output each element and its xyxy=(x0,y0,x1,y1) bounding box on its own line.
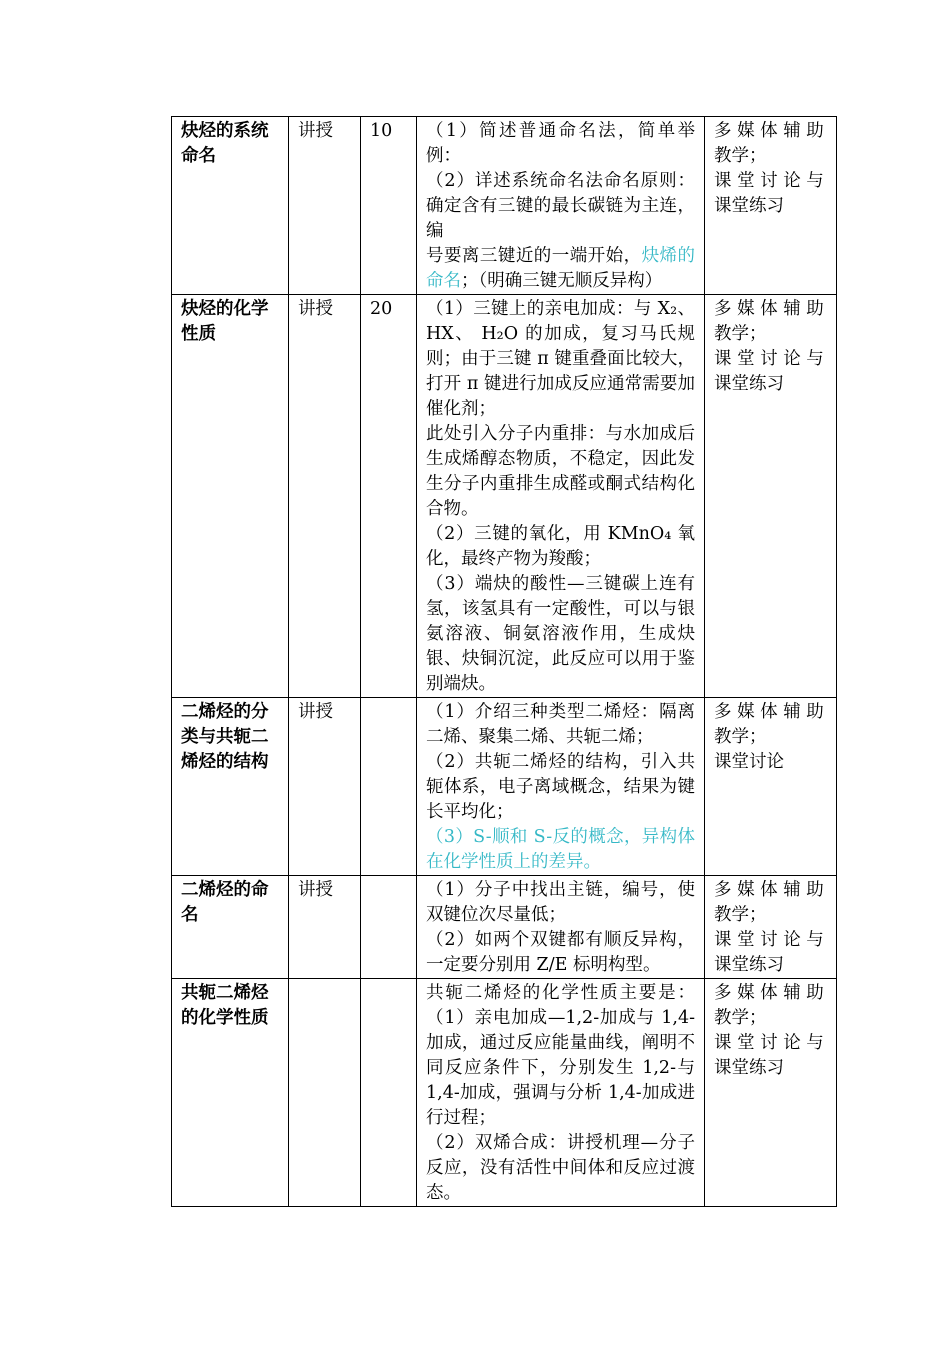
teaching-aids-line: 多 媒 体 辅 助 xyxy=(714,880,824,900)
content-text: （2）如两个双键都有顺反异构，一定要分别用 Z/E 标明构型。 xyxy=(426,930,695,975)
content-text: （2）详述系统命名法命名原则：确定含有三键的最长碳链为主连，编 xyxy=(426,171,695,241)
content-paragraph xyxy=(426,750,695,825)
time-cell xyxy=(361,979,417,1207)
topic-cell: 二烯烃的分类与共轭二烯烃的结构 xyxy=(172,698,289,876)
table-row xyxy=(172,979,837,1207)
teaching-aids-line: 课堂练习 xyxy=(714,955,784,975)
table-row xyxy=(172,876,837,979)
teaching-aids-line: 多 媒 体 辅 助 xyxy=(714,702,824,722)
content-paragraph xyxy=(426,244,695,294)
method-cell xyxy=(289,979,361,1207)
teaching-aids-line: 课 堂 讨 论 与 xyxy=(714,349,824,369)
time-cell xyxy=(361,876,417,979)
teaching-aids-cell xyxy=(705,698,837,876)
method-cell: 讲授 xyxy=(289,295,361,698)
teaching-aids-line: 课 堂 讨 论 与 xyxy=(714,930,824,950)
teaching-aids-line: 多 媒 体 辅 助 xyxy=(714,983,824,1003)
content-cell xyxy=(417,876,705,979)
teaching-aids-line: 教学； xyxy=(714,324,767,344)
lesson-plan-table xyxy=(171,116,837,1207)
teaching-aids-cell xyxy=(705,117,837,295)
highlighted-text: 炔烯的命名 xyxy=(426,246,696,291)
topic-cell: 炔烃的化学性质 xyxy=(172,295,289,698)
content-cell xyxy=(417,698,705,876)
content-cell xyxy=(417,295,705,698)
content-text: （1）介绍三种类型二烯烃：隔离二烯、聚集二烯、共轭二烯； xyxy=(426,702,695,747)
highlighted-text: （3）S-顺和 S-反的概念，异构体在化学性质上的差异。 xyxy=(426,827,695,872)
teaching-aids-line: 课 堂 讨 论 与 xyxy=(714,1033,824,1053)
content-paragraph xyxy=(426,572,695,697)
content-text: （3）端炔的酸性—三键碳上连有氢，该氢具有一定酸性，可以与银氨溶液、铜氨溶液作用，生成炔银、炔铜沉淀，此反应可以用于鉴别端炔。 xyxy=(426,574,695,694)
content-paragraph xyxy=(426,981,695,1131)
topic-cell: 炔烃的系统命名 xyxy=(172,117,289,295)
lesson-plan-body xyxy=(172,117,837,1207)
content-text: （2）双烯合成：讲授机理—分子反应，没有活性中间体和反应过渡态。 xyxy=(426,1133,695,1203)
content-text: （2）三键的氧化，用 KMnO₄ 氧化，最终产物为羧酸； xyxy=(426,524,695,569)
content-paragraph xyxy=(426,119,695,169)
teaching-aids-line: 教学； xyxy=(714,1008,767,1028)
time-cell: 10 xyxy=(361,117,417,295)
time-cell xyxy=(361,698,417,876)
content-text: ；（明确三键无顺反异构） xyxy=(461,271,663,291)
table-row xyxy=(172,698,837,876)
teaching-aids-line: 多 媒 体 辅 助 xyxy=(714,299,824,319)
teaching-aids-line: 教学； xyxy=(714,146,767,166)
content-text: 号要离三键近的一端开始， xyxy=(426,246,642,266)
method-cell: 讲授 xyxy=(289,876,361,979)
content-text: （1）分子中找出主链，编号，使双键位次尽量低； xyxy=(426,880,695,925)
content-text: （1）三键上的亲电加成：与 X₂、HX、 H₂O 的加成，复习马氏规则；由于三键 π 键重叠面比较大，打开 π 键进行加成反应通常需要加催化剂； xyxy=(426,299,695,419)
topic-cell: 二烯烃的命名 xyxy=(172,876,289,979)
content-cell xyxy=(417,117,705,295)
method-cell: 讲授 xyxy=(289,117,361,295)
teaching-aids-line: 课 堂 讨 论 与 xyxy=(714,171,824,191)
teaching-aids-line: 课堂练习 xyxy=(714,196,784,216)
teaching-aids-line: 课堂讨论 xyxy=(714,752,784,772)
content-paragraph xyxy=(426,297,695,422)
content-paragraph xyxy=(426,522,695,572)
content-text: 共轭二烯烃的化学性质主要是：（1）亲电加成—1,2-加成与 1,4-加成，通过反应能量曲线，阐明不同反应条件下，分别发生 1,2-与 1,4-加成，强调与分析 1,4-加成进行过程； xyxy=(426,983,695,1128)
content-text: 此处引入分子内重排：与水加成后生成烯醇态物质，不稳定，因此发生分子内重排生成醛或酮式结构化合物。 xyxy=(426,424,695,519)
teaching-aids-cell xyxy=(705,876,837,979)
table-row xyxy=(172,295,837,698)
content-paragraph xyxy=(426,422,695,522)
content-text: （2）共轭二烯烃的结构，引入共轭体系，电子离域概念，结果为键长平均化； xyxy=(426,752,695,822)
teaching-aids-line: 课堂练习 xyxy=(714,1058,784,1078)
table-row xyxy=(172,117,837,295)
content-paragraph xyxy=(426,878,695,928)
teaching-aids-line: 多 媒 体 辅 助 xyxy=(714,121,824,141)
content-paragraph xyxy=(426,825,695,875)
time-cell: 20 xyxy=(361,295,417,698)
content-text: （1）简述普通命名法，简单举例： xyxy=(426,121,695,166)
content-paragraph xyxy=(426,928,695,978)
content-paragraph xyxy=(426,1131,695,1206)
teaching-aids-cell xyxy=(705,295,837,698)
content-paragraph xyxy=(426,169,695,244)
content-paragraph xyxy=(426,700,695,750)
content-cell xyxy=(417,979,705,1207)
topic-cell: 共轭二烯烃的化学性质 xyxy=(172,979,289,1207)
teaching-aids-line: 教学； xyxy=(714,727,767,747)
method-cell: 讲授 xyxy=(289,698,361,876)
teaching-aids-line: 教学； xyxy=(714,905,767,925)
teaching-aids-line: 课堂练习 xyxy=(714,374,784,394)
teaching-aids-cell xyxy=(705,979,837,1207)
